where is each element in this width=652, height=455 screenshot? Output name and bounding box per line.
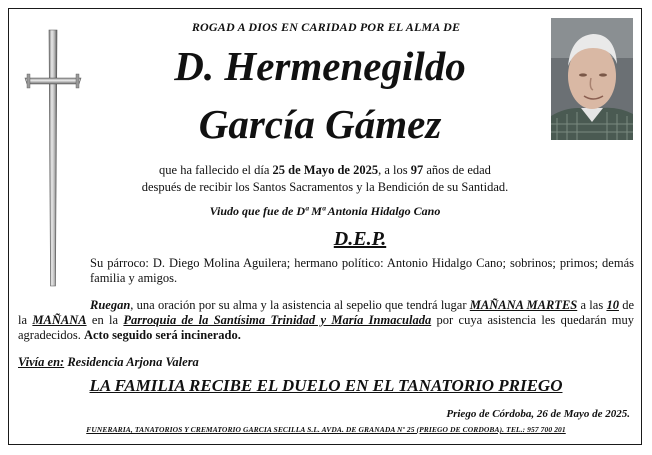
funeral-period: MAÑANA [32, 313, 87, 327]
funeral-church: Parroquia de la Santísima Trinidad y María Inmaculada [123, 313, 432, 327]
residence-line [18, 355, 618, 370]
ruegan-text-3: de la [18, 298, 634, 327]
ruegan-word: Ruegan [90, 298, 131, 312]
ruegan-paragraph [18, 298, 634, 343]
death-text-end: años de edad [423, 163, 491, 177]
residence-label: Vivía en: [18, 355, 65, 369]
ruegan-text-5: por cuya asistencia les quedarán muy agradecidos. [18, 313, 635, 342]
deceased-name-surnames: García Gámez [198, 101, 442, 147]
funeral-day: MAÑANA MARTES [469, 298, 578, 312]
widower-line: Viudo que fue de Dª Mª Antonia Hidalgo Cano [209, 204, 441, 218]
death-notice-line [90, 163, 560, 178]
ruegan-text-4: en la [86, 313, 124, 327]
place-and-date: Priego de Córdoba, 26 de Mayo de 2025. [446, 408, 630, 420]
funeral-hour: 10 [606, 298, 619, 312]
death-age: 97 [410, 163, 424, 177]
funeral-home-footer: FUNERARIA, TANATORIOS Y CREMATORIO GARCIA SECILLA S.L. AVDA. DE GRANADA Nº 25 (PRIEGO DE CORDOBA). TEL.: 957 700 201 [86, 425, 566, 434]
death-text: que ha fallecido el día [159, 163, 273, 177]
header-text: ROGAD A DIOS EN CARIDAD POR EL ALMA DE [191, 20, 461, 34]
cross-icon [24, 28, 82, 290]
dep-heading: D.E.P. [333, 228, 387, 250]
sacraments-line: después de recibir los Santos Sacramentos y la Bendición de su Santidad. [141, 180, 509, 194]
deceased-name-first: D. Hermenegildo [174, 43, 466, 89]
incineration-note: Acto seguido será incinerado. [83, 328, 241, 342]
family-paragraph: Su párroco: D. Diego Molina Aguilera; hermano político: Antonio Hidalgo Cano; sobrinos; primos; demás familia y amigos. [90, 256, 634, 285]
death-text-mid: , a los [378, 163, 411, 177]
ruegan-text-1: , una oración por su alma y la asistencia al sepelio que tendrá lugar [130, 298, 470, 312]
death-date: 25 de Mayo de 2025 [272, 163, 379, 177]
mourning-notice: LA FAMILIA RECIBE EL DUELO EN EL TANATORIO PRIEGO [89, 376, 563, 395]
residence-name: Residencia Arjona Valera [64, 355, 199, 369]
deceased-photo [551, 18, 633, 140]
ruegan-text-2: a las [577, 298, 607, 312]
